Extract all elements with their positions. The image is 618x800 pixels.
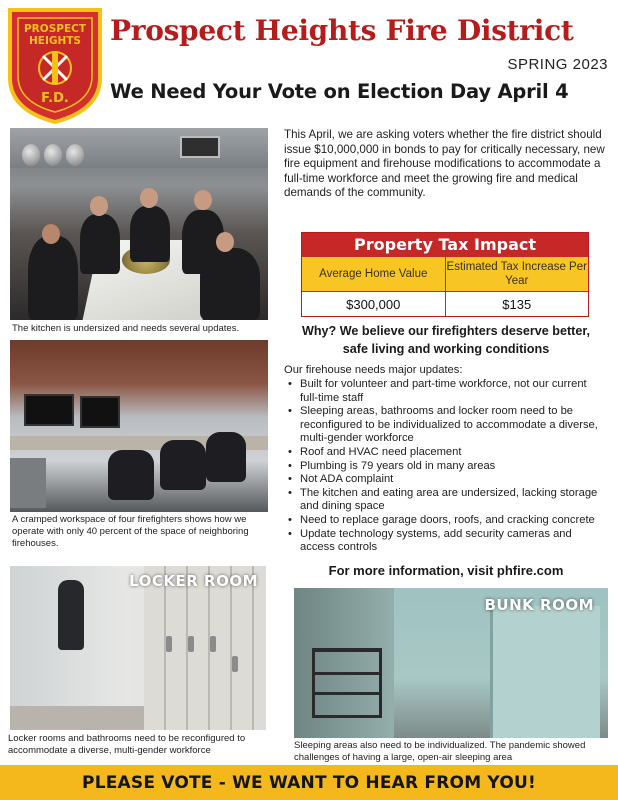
workspace-caption: A cramped workspace of four firefighters shows how we operate with only 40 percent of the space of neighboring firehouses. [12,514,249,549]
why-statement: Why? We believe our firefighters deserve better, safe living and working conditions [301,324,591,356]
svg-text:F.D.: F.D. [41,91,69,106]
list-item: • Built for volunteer and part-time workforce, not our current full-time staff [288,378,606,405]
tax-increase-cell: $135 [445,292,589,316]
intro-paragraph: This April, we are asking voters whether the fire district should issue $10,000,000 in bonds to pay for critically necessary, new fire equipment and firehouse modifications to accommodate a full-time workforce and meet the growing fire and medical demands of the community. [284,128,605,199]
list-item: • Need to replace garage doors, roofs, and cracking concrete [288,514,606,528]
svg-text:PROSPECT: PROSPECT [23,23,87,35]
locker-room-label: LOCKER ROOM [129,572,258,590]
property-tax-title: Property Tax Impact [302,233,588,257]
footer-banner [0,765,618,800]
bunk-room-label: BUNK ROOM [484,596,594,614]
list-item: • Plumbing is 79 years old in many areas [288,460,606,474]
column-header: Estimated Tax Increase Per Year [445,257,589,291]
property-tax-table [301,232,589,317]
bunk-room-caption: Sleeping areas also need to be individualized. The pandemic showed challenges of having a large, open-air sleeping area [294,740,586,763]
updates-intro: Our firehouse needs major updates: [284,364,463,376]
workspace-photo [10,340,268,512]
kitchen-photo [10,128,268,320]
more-info-link[interactable]: For more information, visit phfire.com [328,563,564,578]
updates-list [288,378,606,555]
svg-text:HEIGHTS: HEIGHTS [29,35,81,47]
locker-room-caption: Locker rooms and bathrooms need to be reconfigured to accommodate a diverse, multi-gender workforce [8,733,246,756]
column-header: Average Home Value [302,257,445,291]
issue-season: SPRING 2023 [507,56,608,73]
home-value-cell: $300,000 [302,292,445,316]
bunk-room-photo [294,588,608,738]
footer-call-to-action: PLEASE VOTE - WE WANT TO HEAR FROM YOU! [82,772,536,793]
list-item: • Not ADA complaint [288,473,606,487]
list-item: • Sleeping areas, bathrooms and locker room need to be reconfigured to be individualized to accommodate a diverse, multi-gender workforce [288,405,606,446]
list-item: • The kitchen and eating area are undersized, lacking storage and dining space [288,487,606,514]
kitchen-caption: The kitchen is undersized and needs several updates. [12,323,240,334]
page-title: Prospect Heights Fire District [110,14,574,47]
headline: We Need Your Vote on Election Day April 4 [110,80,569,103]
locker-room-photo [10,566,266,730]
list-item: • Update technology systems, add security cameras and access controls [288,528,606,555]
fire-district-logo [6,6,104,124]
list-item: • Roof and HVAC need placement [288,446,606,460]
